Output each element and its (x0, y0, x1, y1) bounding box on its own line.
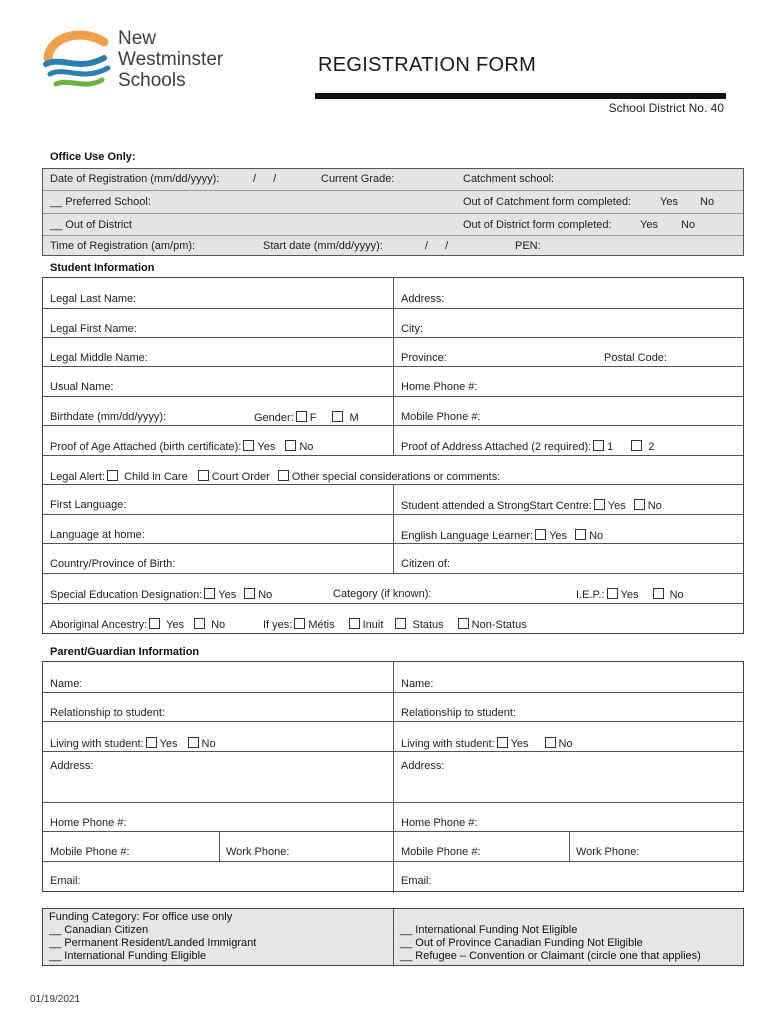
funding-international-not-eligible[interactable]: __ International Funding Not Eligible (400, 924, 578, 936)
parent1-living-no-checkbox[interactable] (188, 737, 199, 748)
court-order-checkbox[interactable] (198, 470, 209, 481)
gender-f-label: F (309, 412, 317, 424)
proof-of-age-no-checkbox[interactable] (285, 440, 296, 451)
parent2-address-label[interactable]: Address: (401, 760, 445, 772)
aboriginal-yes-checkbox[interactable] (149, 618, 160, 629)
ell-label: English Language Learner: (401, 530, 534, 542)
non-status-label: Non-Status (471, 619, 527, 631)
time-of-registration-label[interactable]: Time of Registration (am/pm): (50, 240, 196, 252)
student-mobile-phone-label[interactable]: Mobile Phone #: (401, 411, 481, 423)
preferred-school-label[interactable]: __ Preferred School: (50, 196, 151, 208)
date-of-registration-label[interactable]: Date of Registration (mm/dd/yyyy): (50, 173, 220, 185)
out-of-district-label[interactable]: __ Out of District (50, 219, 132, 231)
ell-no-label: No (589, 530, 604, 542)
special-ed-field (50, 588, 272, 601)
start-date-slashes: / / (425, 240, 449, 252)
aboriginal-type-field (263, 618, 527, 631)
first-language-label[interactable]: First Language: (50, 499, 127, 511)
parent2-living-no-label: No (558, 738, 573, 750)
parent1-relationship-label[interactable]: Relationship to student: (50, 707, 165, 719)
funding-box (42, 908, 744, 966)
funding-left (49, 911, 256, 963)
special-ed-yes-checkbox[interactable] (204, 588, 215, 599)
parent1-address-label[interactable]: Address: (50, 760, 94, 772)
parent2-relationship-label[interactable]: Relationship to student: (401, 707, 516, 719)
strongstart-yes-label: Yes (607, 500, 626, 512)
out-of-district-no[interactable]: No (681, 219, 696, 231)
proof-of-address-field (401, 440, 654, 453)
parent2-living-no-checkbox[interactable] (545, 737, 556, 748)
gender-m-label: M (349, 412, 359, 424)
start-date-label[interactable]: Start date (mm/dd/yyyy): (263, 240, 383, 252)
iep-label: I.E.P.: (576, 589, 605, 601)
other-considerations-label: Other special considerations or comments: (291, 471, 501, 483)
office-use-box (42, 168, 744, 256)
aboriginal-label: Aboriginal Ancestry: (50, 619, 148, 631)
strongstart-no-checkbox[interactable] (634, 499, 645, 510)
catchment-school-label[interactable]: Catchment school: (463, 173, 555, 185)
school-logo (42, 28, 252, 92)
date-slashes: / / (253, 173, 277, 185)
language-home-label[interactable]: Language at home: (50, 529, 145, 541)
gender-f-checkbox[interactable] (296, 411, 307, 422)
metis-checkbox[interactable] (294, 618, 305, 629)
legal-middle-name-label[interactable]: Legal Middle Name: (50, 352, 148, 364)
proof-of-address-2-checkbox[interactable] (631, 440, 642, 451)
iep-no-label: No (669, 589, 684, 601)
office-use-heading: Office Use Only: (50, 151, 136, 163)
special-ed-label: Special Education Designation: (50, 589, 203, 601)
other-considerations-checkbox[interactable] (278, 470, 289, 481)
gender-field (254, 411, 359, 424)
parent1-living-label: Living with student: (50, 738, 144, 750)
strongstart-label: Student attended a StrongStart Centre: (401, 500, 592, 512)
out-of-catchment-label: Out of Catchment form completed: (463, 196, 632, 208)
parent1-email-label[interactable]: Email: (50, 875, 81, 887)
parent2-living-field (401, 737, 573, 750)
legal-last-name-label[interactable]: Legal Last Name: (50, 293, 137, 305)
strongstart-field (401, 499, 662, 512)
legal-alert-label: Legal Alert: (50, 471, 106, 483)
parent1-home-phone-label[interactable]: Home Phone #: (50, 817, 127, 829)
funding-international-eligible[interactable]: __ International Funding Eligible (49, 950, 207, 962)
ell-yes-checkbox[interactable] (535, 529, 546, 540)
logo-mark-icon (42, 28, 116, 90)
aboriginal-field (50, 618, 225, 631)
logo-line-3: Schools (118, 70, 186, 91)
parent-info-heading: Parent/Guardian Information (50, 646, 200, 658)
parent-info-box (42, 661, 744, 892)
parent2-living-yes-label: Yes (510, 738, 529, 750)
funding-out-of-province[interactable]: __ Out of Province Canadian Funding Not Eligible (400, 937, 643, 949)
out-of-district-yes[interactable]: Yes (640, 219, 658, 231)
city-label[interactable]: City: (401, 323, 423, 335)
proof-of-age-yes-checkbox[interactable] (243, 440, 254, 451)
funding-category-heading: Funding Category: For office use only (49, 911, 233, 923)
parent1-name-label[interactable]: Name: (50, 678, 83, 690)
title-underline (315, 93, 726, 99)
proof-of-address-2-label: 2 (648, 441, 655, 453)
ell-field (401, 529, 603, 542)
page-title: REGISTRATION FORM (318, 54, 537, 76)
funding-permanent-resident[interactable]: __ Permanent Resident/Landed Immigrant (49, 937, 257, 949)
aboriginal-yes-label: Yes (166, 619, 185, 631)
aboriginal-no-checkbox[interactable] (194, 618, 205, 629)
usual-name-label[interactable]: Usual Name: (50, 381, 114, 393)
parent2-name-label[interactable]: Name: (401, 678, 434, 690)
birthdate-label[interactable]: Birthdate (mm/dd/yyyy): (50, 411, 167, 423)
logo-line-2: Westminster (118, 49, 224, 70)
child-in-care-label: Child in Care (124, 471, 188, 483)
iep-yes-checkbox[interactable] (607, 588, 618, 599)
parent1-mobile-phone-label[interactable]: Mobile Phone #: (50, 846, 130, 858)
footer-date: 01/19/2021 (30, 994, 81, 1005)
child-in-care-checkbox[interactable] (107, 470, 118, 481)
proof-of-address-1-checkbox[interactable] (593, 440, 604, 451)
student-home-phone-label[interactable]: Home Phone #: (401, 381, 478, 393)
parent2-work-phone-label[interactable]: Work Phone: (576, 846, 640, 858)
proof-of-age-label: Proof of Age Attached (birth certificate): (50, 441, 242, 453)
court-order-label: Court Order (211, 471, 270, 483)
metis-label: Métis (308, 619, 335, 631)
student-info-heading: Student Information (50, 262, 155, 274)
gender-m-checkbox[interactable] (332, 411, 343, 422)
school-district: School District No. 40 (608, 101, 724, 115)
iep-yes-label: Yes (620, 589, 639, 601)
funding-right (400, 924, 701, 963)
legal-first-name-label[interactable]: Legal First Name: (50, 323, 137, 335)
legal-alert-field (50, 470, 500, 483)
special-ed-no-checkbox[interactable] (244, 588, 255, 599)
status-label: Status (412, 619, 444, 631)
student-address-label[interactable]: Address: (401, 293, 445, 305)
proof-of-address-label: Proof of Address Attached (2 required): (401, 441, 592, 453)
parent2-home-phone-label[interactable]: Home Phone #: (401, 817, 478, 829)
strongstart-no-label: No (647, 500, 662, 512)
citizen-of-label[interactable]: Citizen of: (401, 558, 450, 570)
parent1-work-phone-label[interactable]: Work Phone: (226, 846, 290, 858)
proof-of-address-1-label: 1 (607, 441, 614, 453)
province-label[interactable]: Province: (401, 352, 447, 364)
parent2-living-label: Living with student: (401, 738, 495, 750)
parent1-living-field (50, 737, 216, 750)
iep-no-checkbox[interactable] (653, 588, 664, 599)
logo-line-1: New (118, 28, 157, 49)
parent1-living-yes-checkbox[interactable] (146, 737, 157, 748)
status-checkbox[interactable] (395, 618, 406, 629)
parent1-living-yes-label: Yes (159, 738, 178, 750)
special-ed-no-label: No (258, 589, 273, 601)
parent2-email-label[interactable]: Email: (401, 875, 432, 887)
special-ed-yes-label: Yes (218, 589, 237, 601)
parent1-living-no-label: No (201, 738, 216, 750)
out-of-catchment-no[interactable]: No (700, 196, 715, 208)
student-info-box (42, 277, 744, 634)
iep-field (576, 588, 684, 601)
logo-text (118, 28, 223, 91)
proof-of-age-yes-label: Yes (257, 441, 276, 453)
ell-yes-label: Yes (549, 530, 568, 542)
aboriginal-no-label: No (211, 619, 226, 631)
ell-no-checkbox[interactable] (575, 529, 586, 540)
funding-refugee[interactable]: __ Refugee – Convention or Claimant (circle one that applies) (400, 950, 701, 962)
if-yes-label: If yes: (263, 619, 293, 631)
out-of-catchment-yes[interactable]: Yes (660, 196, 678, 208)
pen-label[interactable]: PEN: (515, 240, 541, 252)
current-grade-label[interactable]: Current Grade: (321, 173, 395, 185)
inuit-label: Inuit (362, 619, 384, 631)
gender-label: Gender: (254, 412, 294, 424)
inuit-checkbox[interactable] (349, 618, 360, 629)
funding-canadian-citizen[interactable]: __ Canadian Citizen (49, 924, 149, 936)
strongstart-yes-checkbox[interactable] (594, 499, 605, 510)
out-of-district-form-label: Out of District form completed: (463, 219, 612, 231)
parent2-mobile-phone-label[interactable]: Mobile Phone #: (401, 846, 481, 858)
proof-of-age-field (50, 440, 313, 453)
non-status-checkbox[interactable] (458, 618, 469, 629)
proof-of-age-no-label: No (299, 441, 314, 453)
category-label[interactable]: Category (if known): (333, 588, 432, 600)
country-birth-label[interactable]: Country/Province of Birth: (50, 558, 176, 570)
postal-code-label[interactable]: Postal Code: (604, 352, 667, 364)
parent2-living-yes-checkbox[interactable] (497, 737, 508, 748)
